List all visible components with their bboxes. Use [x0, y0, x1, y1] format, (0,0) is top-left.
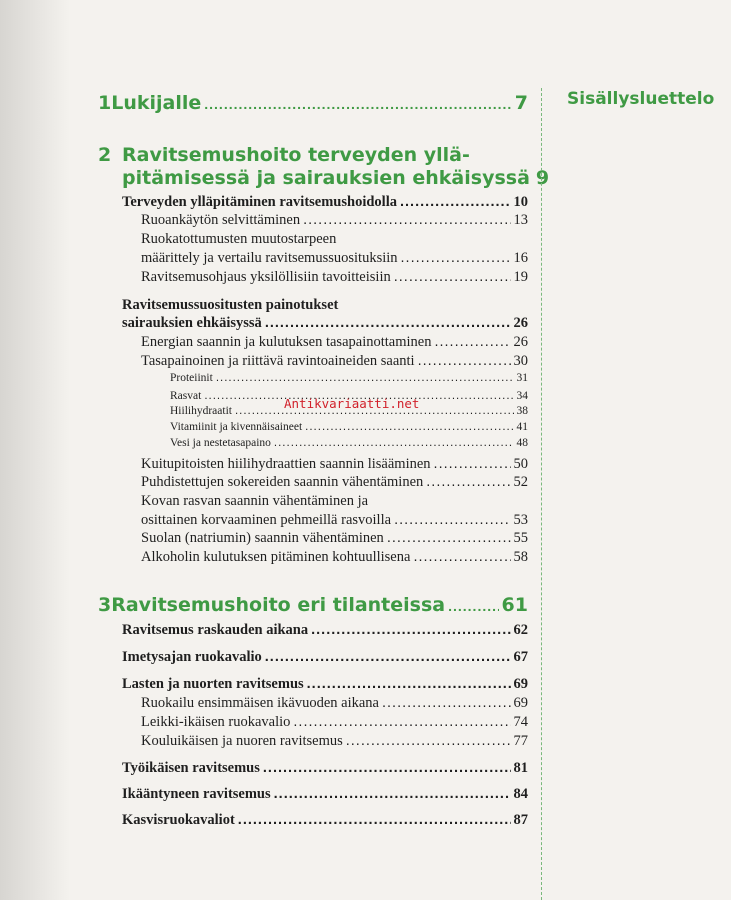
dot-leader — [413, 549, 510, 565]
subsection-title: Ruokailu ensimmäisen ikävuoden aikana — [141, 695, 379, 711]
dot-leader — [238, 812, 511, 828]
dot-leader — [394, 269, 511, 285]
toc-subsection[interactable] — [141, 549, 528, 566]
section-title: Imetysajan ruokavalio — [122, 649, 262, 665]
toc-subsection[interactable] — [141, 714, 528, 731]
chapter-title: Ravitsemushoito eri tilanteissa — [111, 594, 446, 616]
section-title: Työikäisen ravitsemus — [122, 760, 260, 776]
dot-leader — [426, 474, 510, 490]
subsubsection-title: Proteiinit — [170, 372, 213, 384]
dot-leader — [311, 622, 510, 638]
toc-section[interactable] — [122, 676, 528, 693]
toc-chapter-2[interactable] — [122, 167, 550, 189]
subsection-title: Ruoankäytön selvittäminen — [141, 212, 301, 228]
toc-section[interactable] — [122, 649, 528, 666]
subsection-title: määrittely ja vertailu ravitsemussuosituksiin — [141, 250, 398, 266]
subsubsection-title: Vesi ja nestetasapaino — [170, 437, 271, 449]
page-number: 9 — [535, 167, 550, 189]
subsection-title-line-1: Ruokatottumusten muutostarpeen — [141, 231, 337, 247]
page-number: 81 — [513, 760, 528, 776]
dot-leader — [265, 649, 511, 665]
dot-leader — [216, 372, 514, 384]
dot-leader — [293, 714, 510, 730]
section-title: Ikääntyneen ravitsemus — [122, 786, 271, 802]
section-title: Kasvisruokavaliot — [122, 812, 235, 828]
page-number: 31 — [516, 372, 528, 384]
watermark: Antikvariaatti.net — [284, 396, 420, 411]
page-number: 13 — [513, 212, 528, 228]
toc-subsection[interactable] — [141, 212, 528, 229]
toc-section[interactable] — [122, 786, 528, 803]
chapter-number: 3 — [98, 594, 112, 616]
dot-leader — [274, 437, 514, 449]
chapter-number: 1 — [98, 92, 112, 114]
page-number: 52 — [513, 474, 528, 490]
subsection-title: Puhdistettujen sokereiden saannin vähentäminen — [141, 474, 424, 490]
toc-subsection[interactable] — [141, 530, 528, 547]
page-number: 48 — [516, 437, 528, 449]
toc-subsubsection[interactable] — [170, 372, 528, 384]
subsection-title: Energian saannin ja kulutuksen tasapainottaminen — [141, 334, 432, 350]
dot-leader — [265, 315, 511, 331]
section-title: Lasten ja nuorten ravitsemus — [122, 676, 304, 692]
page-number: 26 — [513, 315, 528, 331]
page-number: 34 — [516, 390, 528, 402]
dot-leader — [263, 760, 511, 776]
page-number: 16 — [513, 250, 528, 266]
toc-subsubsection[interactable] — [170, 437, 528, 449]
page-number: 30 — [513, 353, 528, 369]
dot-leader — [400, 194, 511, 210]
subsection-title: Ravitsemusohjaus yksilöllisiin tavoitteisiin — [141, 269, 391, 285]
page-number: 50 — [513, 456, 528, 472]
subsection-title: Leikki-ikäisen ruokavalio — [141, 714, 291, 730]
page-number: 61 — [501, 594, 528, 616]
toc-subsection[interactable] — [141, 353, 528, 370]
toc-subsection[interactable] — [141, 695, 528, 712]
toc-section[interactable] — [122, 760, 528, 777]
section-title: sairauksien ehkäisyssä — [122, 315, 262, 331]
sidebar-divider — [541, 88, 542, 900]
page-number: 74 — [513, 714, 528, 730]
page-number: 77 — [513, 733, 528, 749]
toc-subsubsection[interactable] — [170, 421, 528, 433]
chapter-number: 2 — [98, 144, 112, 166]
subsection-title: Kuitupitoisten hiilihydraattien saannin lisääminen — [141, 456, 431, 472]
toc-section[interactable] — [122, 194, 528, 211]
chapter-title-continued: pitämisessä ja sairauksien ehkäisyssä — [122, 167, 530, 189]
page-number: 84 — [513, 786, 528, 802]
subsection-title: osittainen korvaaminen pehmeillä rasvoilla — [141, 512, 392, 528]
subsection-title: Kouluikäisen ja nuoren ravitsemus — [141, 733, 343, 749]
page-number: 69 — [513, 695, 528, 711]
dot-leader — [394, 512, 510, 528]
dot-leader — [303, 212, 510, 228]
toc-section[interactable] — [122, 812, 528, 829]
chapter-title: Lukijalle — [111, 92, 202, 114]
page-number: 55 — [513, 530, 528, 546]
toc-subsection[interactable] — [141, 334, 528, 351]
page-number: 26 — [513, 334, 528, 350]
dot-leader — [204, 96, 512, 112]
page-number: 87 — [513, 812, 528, 828]
subsubsection-title: Hiilihydraatit — [170, 405, 232, 417]
dot-leader — [418, 353, 511, 369]
toc-subsection[interactable] — [141, 733, 528, 750]
dot-leader — [346, 733, 511, 749]
page-number: 69 — [513, 676, 528, 692]
subsection-title: Suolan (natriumin) saannin vähentäminen — [141, 530, 384, 546]
page-number: 41 — [516, 421, 528, 433]
dot-leader — [401, 250, 511, 266]
chapter-title: Ravitsemushoito terveyden yllä- — [122, 144, 470, 166]
toc-chapter-3[interactable] — [98, 594, 528, 616]
section-title: Ravitsemus raskauden aikana — [122, 622, 309, 638]
toc-chapter-1[interactable] — [98, 92, 528, 114]
toc-chapter-2-line-1[interactable] — [98, 144, 528, 166]
toc-section[interactable] — [122, 622, 528, 639]
subsection-title: Alkoholin kulutuksen pitäminen kohtuullisena — [141, 549, 411, 565]
page-number: 62 — [513, 622, 528, 638]
toc-subsection[interactable] — [141, 512, 528, 529]
subsubsection-title: Vitamiinit ja kivennäisaineet — [170, 421, 303, 433]
page-number: 19 — [513, 269, 528, 285]
toc-subsection[interactable] — [141, 456, 528, 473]
toc-subsection[interactable] — [141, 269, 528, 286]
dot-leader — [448, 598, 498, 614]
dot-leader — [434, 334, 510, 350]
page-number: 38 — [516, 405, 528, 417]
section-title-line-1: Ravitsemussuositusten painotukset — [122, 297, 339, 313]
page-number: 7 — [514, 92, 528, 114]
page-number: 58 — [513, 549, 528, 565]
sidebar-title: Sisällysluettelo — [567, 89, 715, 109]
dot-leader — [307, 676, 511, 692]
dot-leader — [387, 530, 511, 546]
dot-leader — [434, 456, 511, 472]
page-number: 67 — [513, 649, 528, 665]
toc-subsection[interactable] — [141, 474, 528, 491]
page-number: 10 — [513, 194, 528, 210]
subsection-title-line-1: Kovan rasvan saannin vähentäminen ja — [141, 493, 369, 509]
subsubsection-title: Rasvat — [170, 390, 202, 402]
toc-subsection[interactable] — [141, 250, 528, 267]
dot-leader — [305, 421, 513, 433]
dot-leader — [382, 695, 511, 711]
page-number: 53 — [513, 512, 528, 528]
toc-section[interactable] — [122, 315, 528, 332]
section-title: Terveyden ylläpitäminen ravitsemushoidolla — [122, 194, 397, 210]
dot-leader — [274, 786, 511, 802]
subsection-title: Tasapainoinen ja riittävä ravintoaineiden saanti — [141, 353, 415, 369]
